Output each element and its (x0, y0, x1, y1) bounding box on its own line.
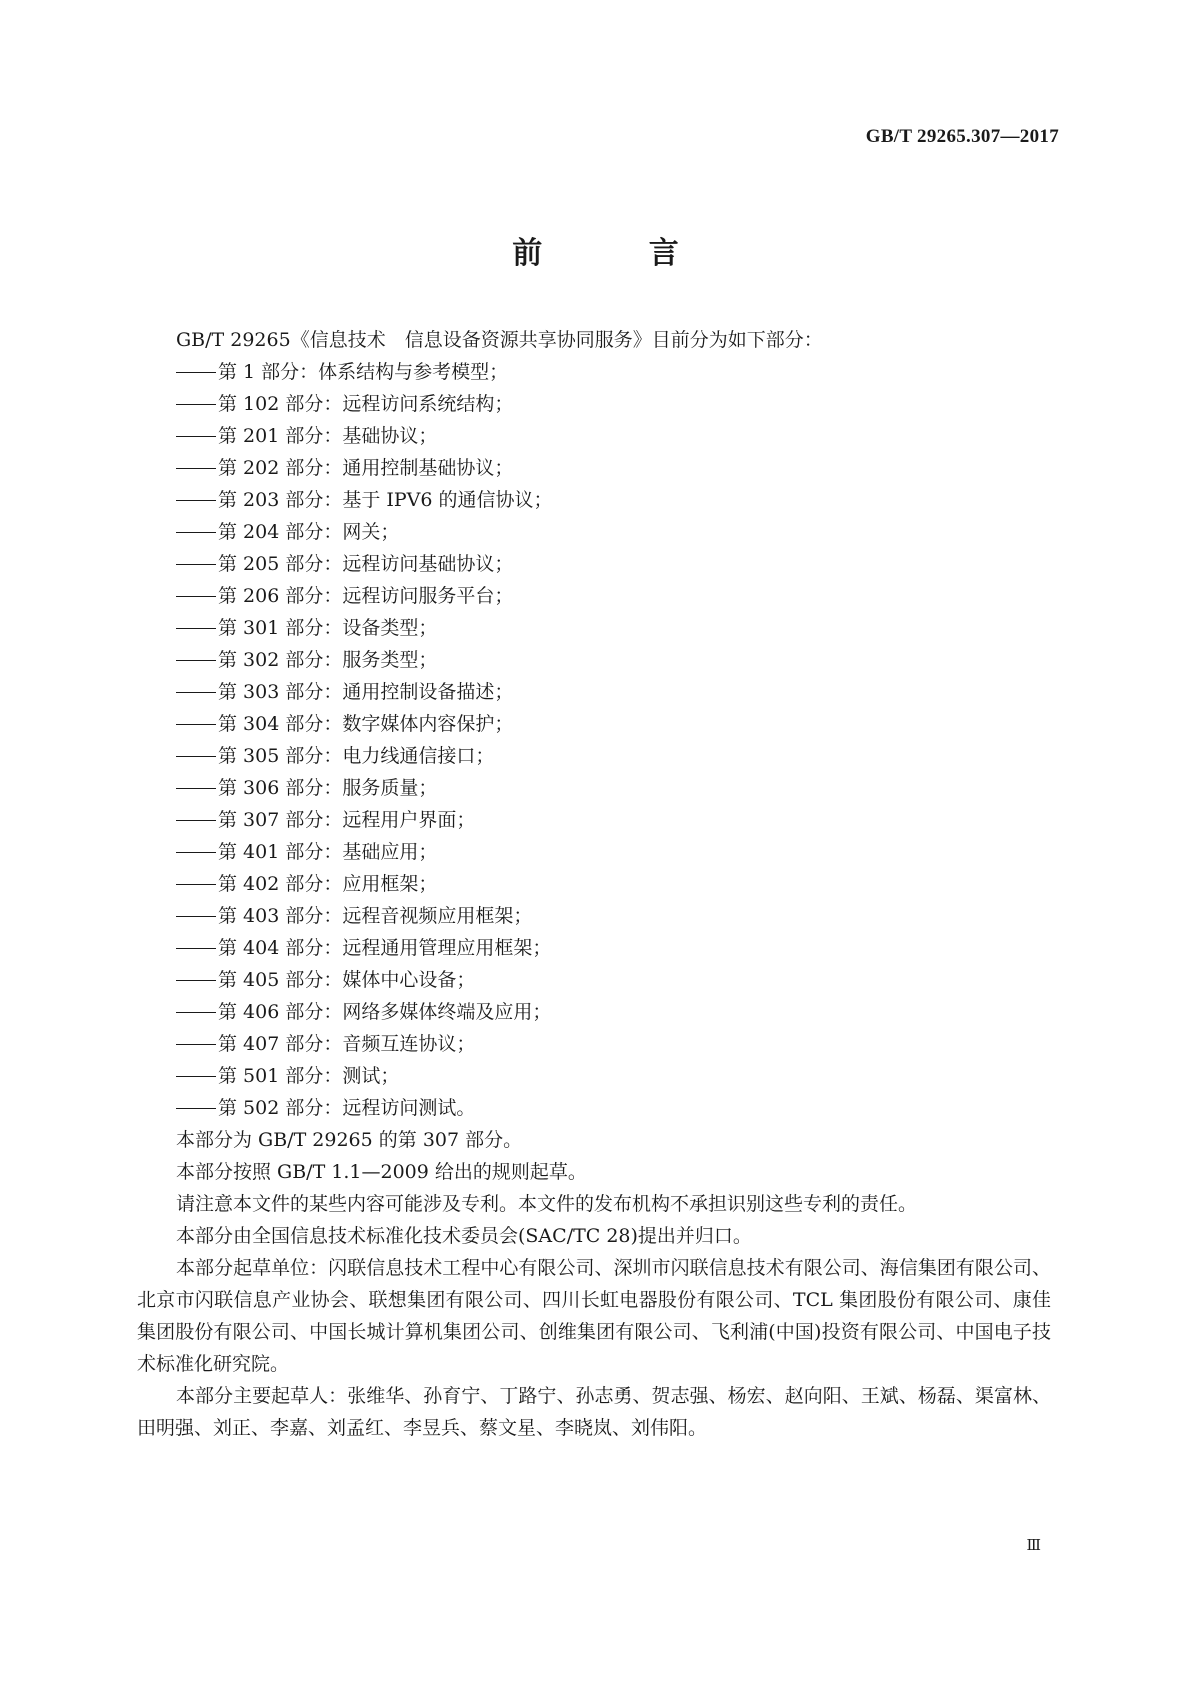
page-title: 前 言 (512, 236, 727, 271)
part-label: 第 405 部分：媒体中心设备； (218, 969, 476, 991)
list-item (176, 356, 1051, 388)
list-item (176, 516, 1051, 548)
part-label: 第 401 部分：基础应用； (218, 841, 438, 863)
page-number: Ⅲ (1026, 1538, 1041, 1554)
part-label: 第 204 部分：网关； (218, 521, 400, 543)
dash-icon (176, 852, 216, 853)
list-item (176, 1060, 1051, 1092)
part-label: 第 501 部分：测试； (218, 1065, 400, 1087)
dash-icon (176, 404, 216, 405)
list-item (176, 836, 1051, 868)
list-item (176, 420, 1051, 452)
dash-icon (176, 980, 216, 981)
part-label: 第 302 部分：服务类型； (218, 649, 438, 671)
part-label: 第 305 部分：电力线通信接口； (218, 745, 495, 767)
part-label: 第 307 部分：远程用户界面； (218, 809, 476, 831)
list-item (176, 676, 1051, 708)
part-label: 第 301 部分：设备类型； (218, 617, 438, 639)
list-item (176, 1028, 1051, 1060)
list-item (176, 1092, 1051, 1124)
dash-icon (176, 500, 216, 501)
part-label: 第 201 部分：基础协议； (218, 425, 438, 447)
list-item (176, 804, 1051, 836)
list-item (176, 772, 1051, 804)
part-label: 第 403 部分：远程音视频应用框架； (218, 905, 533, 927)
part-label: 第 306 部分：服务质量； (218, 777, 438, 799)
list-item (176, 644, 1051, 676)
dash-icon (176, 532, 216, 533)
part-number-paragraph: 本部分为 GB/T 29265 的第 307 部分。 (176, 1129, 523, 1151)
foreword-body (137, 324, 1051, 1444)
part-label: 第 406 部分：网络多媒体终端及应用； (218, 1001, 552, 1023)
drafters-paragraph: 本部分主要起草人：张维华、孙育宁、丁路宁、孙志勇、贺志强、杨宏、赵向阳、王斌、杨磊、渠富林、田明强、刘正、李嘉、刘孟红、李昱兵、蔡文星、李晓岚、刘伟阳。 (137, 1385, 1051, 1439)
part-label: 第 1 部分：体系结构与参考模型； (218, 361, 509, 383)
committee-paragraph: 本部分由全国信息技术标准化技术委员会(SAC/TC 28)提出并归口。 (176, 1225, 752, 1247)
drafting-rules-paragraph: 本部分按照 GB/T 1.1—2009 给出的规则起草。 (176, 1161, 587, 1183)
dash-icon (176, 756, 216, 757)
part-label: 第 407 部分：音频互连协议； (218, 1033, 476, 1055)
part-label: 第 203 部分：基于 IPV6 的通信协议； (218, 489, 553, 511)
list-item (176, 484, 1051, 516)
parts-list (176, 356, 1051, 1124)
dash-icon (176, 468, 216, 469)
part-label: 第 404 部分：远程通用管理应用框架； (218, 937, 552, 959)
list-item (176, 996, 1051, 1028)
standard-code: GB/T 29265.307—2017 (865, 126, 1059, 147)
list-item (176, 900, 1051, 932)
dash-icon (176, 1012, 216, 1013)
dash-icon (176, 948, 216, 949)
part-label: 第 202 部分：通用控制基础协议； (218, 457, 514, 479)
patent-notice-paragraph: 请注意本文件的某些内容可能涉及专利。本文件的发布机构不承担识别这些专利的责任。 (176, 1193, 918, 1215)
dash-icon (176, 564, 216, 565)
list-item (176, 612, 1051, 644)
list-item (176, 932, 1051, 964)
intro-paragraph: GB/T 29265《信息技术 信息设备资源共享协同服务》目前分为如下部分： (176, 329, 823, 351)
list-item (176, 388, 1051, 420)
dash-icon (176, 724, 216, 725)
part-label: 第 502 部分：远程访问测试。 (218, 1097, 476, 1119)
list-item (176, 708, 1051, 740)
part-label: 第 102 部分：远程访问系统结构； (218, 393, 514, 415)
dash-icon (176, 820, 216, 821)
part-label: 第 304 部分：数字媒体内容保护； (218, 713, 514, 735)
dash-icon (176, 372, 216, 373)
dash-icon (176, 1108, 216, 1109)
dash-icon (176, 916, 216, 917)
drafting-units-paragraph: 本部分起草单位：闪联信息技术工程中心有限公司、深圳市闪联信息技术有限公司、海信集团有限公司、北京市闪联信息产业协会、联想集团有限公司、四川长虹电器股份有限公司、TCL 集团股份有限公司、康佳集团股份有限公司、中国长城计算机集团公司、创维集团有限公司、飞利浦(中国)投资有限公司、中国电子技术标准化研究院。 (137, 1257, 1051, 1375)
part-label: 第 205 部分：远程访问基础协议； (218, 553, 514, 575)
list-item (176, 740, 1051, 772)
dash-icon (176, 628, 216, 629)
dash-icon (176, 660, 216, 661)
part-label: 第 402 部分：应用框架； (218, 873, 438, 895)
part-label: 第 303 部分：通用控制设备描述； (218, 681, 514, 703)
dash-icon (176, 884, 216, 885)
list-item (176, 452, 1051, 484)
dash-icon (176, 436, 216, 437)
list-item (176, 548, 1051, 580)
dash-icon (176, 1076, 216, 1077)
list-item (176, 580, 1051, 612)
dash-icon (176, 788, 216, 789)
part-label: 第 206 部分：远程访问服务平台； (218, 585, 514, 607)
dash-icon (176, 692, 216, 693)
dash-icon (176, 596, 216, 597)
list-item (176, 868, 1051, 900)
dash-icon (176, 1044, 216, 1045)
list-item (176, 964, 1051, 996)
